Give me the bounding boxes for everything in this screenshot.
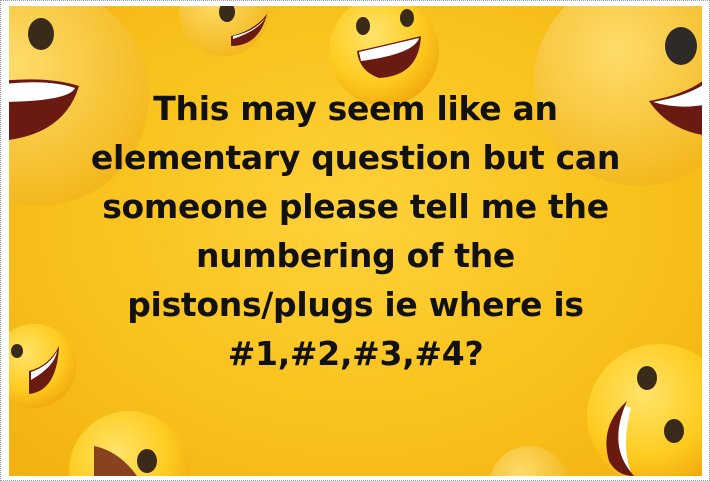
question-text [49,84,662,378]
question-line: pistons/plugs ie where is [127,285,584,324]
question-line: elementary question but can [90,138,621,177]
laughing-emoji-icon [489,446,569,476]
laughing-emoji-icon [179,6,269,56]
question-line: This may seem like an [153,89,558,128]
meme-image [9,6,702,476]
question-line: someone please tell me the [102,187,609,226]
question-line: #1,#2,#3,#4? [227,334,484,373]
question-line: numbering of the [196,236,515,275]
laughing-emoji-icon [69,411,189,476]
